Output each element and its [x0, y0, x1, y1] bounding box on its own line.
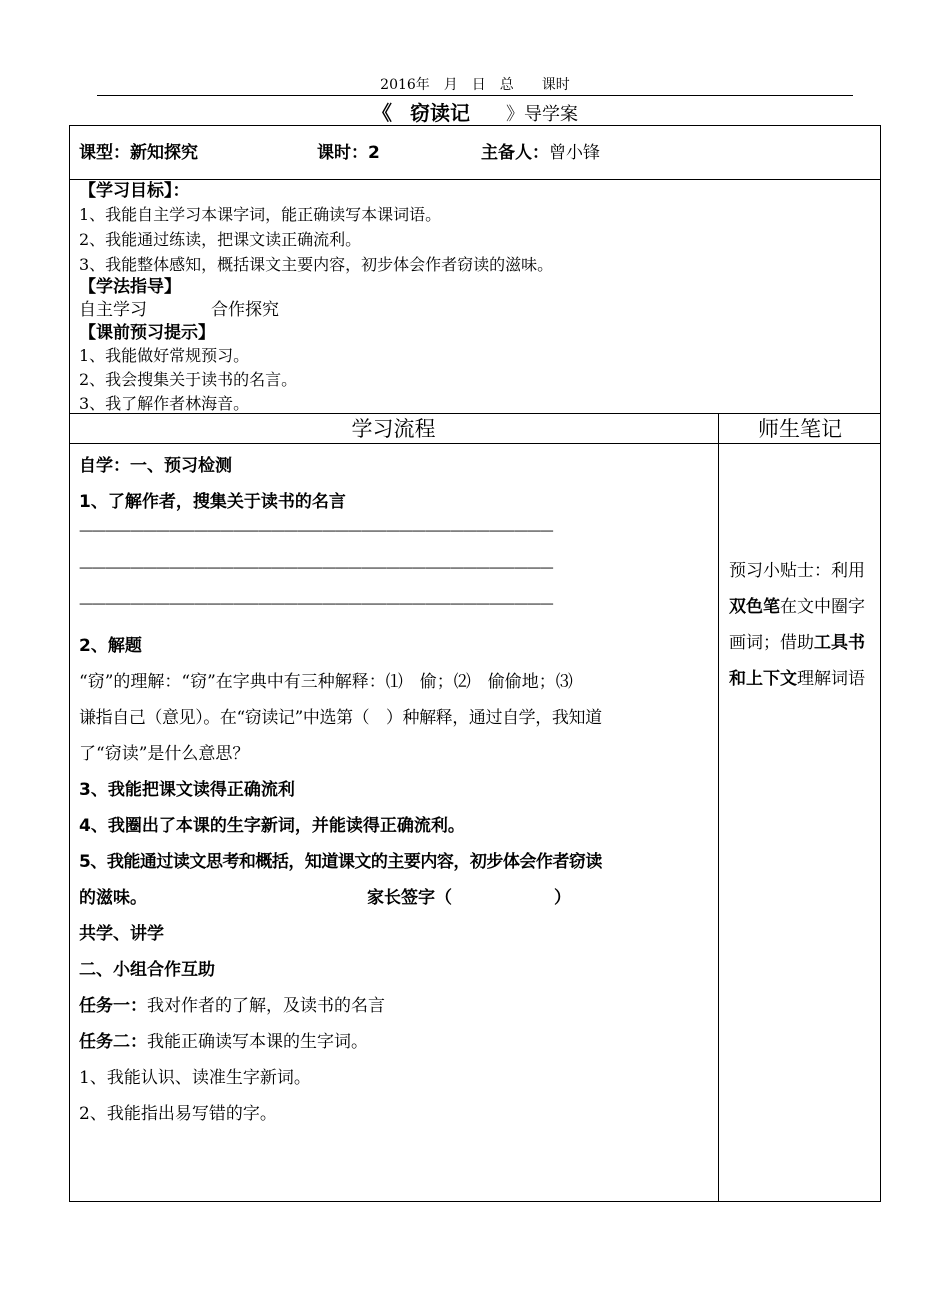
- tip-text: 预习小贴士：利用: [729, 561, 865, 581]
- question-5: 5、我能通过读文思考和概括，知道课文的主要内容，初步体会作者窃读: [79, 852, 602, 872]
- preparer: [481, 142, 600, 164]
- answer-line: —————————————————————————————————————: [79, 560, 553, 576]
- method-heading: 【学法指导】: [79, 277, 181, 297]
- goals-heading: 【学习目标】：: [79, 181, 190, 201]
- goal-item: 2、我能通过练读，把课文读正确流利。: [79, 230, 362, 249]
- notes-column-header: 师生笔记: [758, 417, 842, 441]
- task-1: [79, 995, 385, 1017]
- question-2: 2、解题: [79, 636, 142, 656]
- preview-item: 1、我能做好常规预习。: [79, 346, 250, 365]
- question-2-text: 了“窃读”是什么意思？: [79, 744, 250, 764]
- task-1-text: 我对作者的了解，及读书的名言: [147, 996, 385, 1016]
- question-3: 3、我能把课文读得正确流利: [79, 780, 295, 800]
- preview-tip: [729, 553, 875, 697]
- method-a: 自主学习: [79, 300, 147, 320]
- question-5-cont: 的滋味。: [79, 888, 147, 908]
- process-column-header: 学习流程: [351, 417, 436, 441]
- preparer-label: 主备人：: [481, 143, 549, 163]
- task-2-text: 我能正确读写本课的生字词。: [147, 1032, 368, 1052]
- row-divider-columns: [69, 443, 881, 444]
- self-study-heading: 自学：一、预习检测: [79, 456, 232, 476]
- task-item: 2、我能指出易写错的字。: [79, 1104, 277, 1124]
- lesson-hours: 课时：2: [317, 143, 380, 163]
- question-2-text: 谦指自己（意见）。在“窃读记”中选第（ ）种解释，通过自学，我知道: [79, 708, 602, 728]
- task-2: [79, 1031, 368, 1053]
- title-open: 《: [372, 101, 392, 125]
- preparer-name: 曾小锋: [549, 143, 600, 163]
- task-2-label: 任务二：: [79, 1032, 147, 1052]
- title-name: 窃读记: [410, 101, 470, 125]
- task-1-label: 任务一：: [79, 996, 147, 1016]
- section-2-heading: 二、小组合作互助: [79, 960, 215, 980]
- preview-heading: 【课前预习提示】: [79, 323, 215, 343]
- title-close: 》导学案: [506, 104, 578, 125]
- header-rule: [97, 95, 853, 96]
- date-line: 2016年 月 日 总 课时: [380, 77, 570, 93]
- row-divider-info: [69, 179, 881, 180]
- tip-highlight: 工具书和上下文: [729, 633, 865, 689]
- tip-text: 在文中圈字画词；借助: [729, 597, 865, 653]
- page-title: [0, 101, 950, 127]
- question-2-text: “窃”的理解：“窃”在字典中有三种解释：⑴ 偷；⑵ 偷偷地；⑶: [79, 672, 573, 692]
- answer-line: —————————————————————————————————————: [79, 596, 553, 612]
- question-1: 1、了解作者，搜集关于读书的名言: [79, 492, 346, 512]
- preview-item: 2、我会搜集关于读书的名言。: [79, 370, 298, 389]
- tip-text: 理解词语: [797, 669, 865, 689]
- tip-highlight: 双色笔: [729, 597, 780, 617]
- goal-item: 1、我能自主学习本课字词，能正确读写本课词语。: [79, 205, 442, 224]
- question-4: 4、我圈出了本课的生字新词，并能读得正确流利。: [79, 816, 465, 836]
- answer-line: —————————————————————————————————————: [79, 523, 553, 539]
- co-study-heading: 共学、讲学: [79, 924, 164, 944]
- lesson-type: 课型：新知探究: [79, 143, 198, 163]
- preview-item: 3、我了解作者林海音。: [79, 394, 250, 413]
- parent-signature: 家长签字（ ）: [367, 888, 571, 908]
- task-item: 1、我能认识、读准生字新词。: [79, 1068, 311, 1088]
- goal-item: 3、我能整体感知，概括课文主要内容，初步体会作者窃读的滋味。: [79, 255, 554, 274]
- column-divider: [718, 413, 719, 1202]
- method-b: 合作探究: [211, 300, 279, 320]
